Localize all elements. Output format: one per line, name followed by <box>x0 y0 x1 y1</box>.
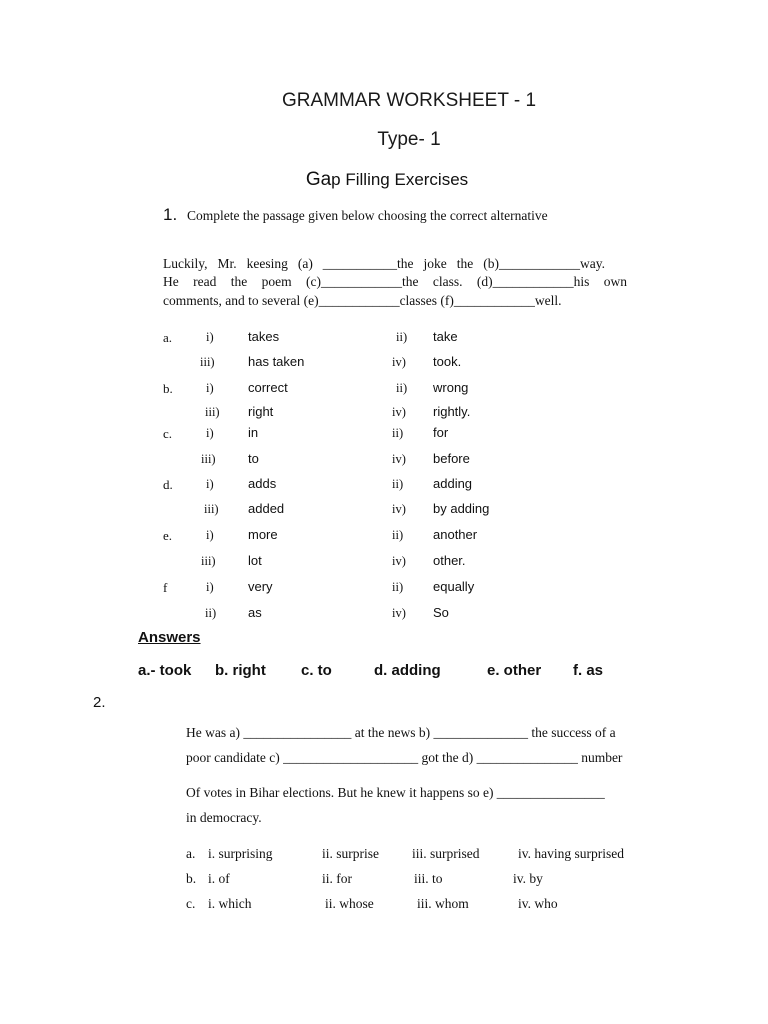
option-text: very <box>248 579 273 594</box>
option-text: as <box>248 605 262 620</box>
option-text: iii. whom <box>417 896 469 911</box>
option-text: took. <box>433 354 462 369</box>
option-text: take <box>433 329 458 344</box>
subtitle-first-letters: Ga <box>305 169 332 190</box>
option-roman: iii) <box>200 355 215 369</box>
option-roman: ii) <box>392 580 404 594</box>
option-roman: iii) <box>204 502 219 516</box>
option-roman: i) <box>206 426 214 440</box>
option-text: has taken <box>248 354 305 369</box>
option-letter: c. <box>186 896 196 911</box>
option-text: correct <box>248 380 288 395</box>
option-roman: i) <box>206 528 214 542</box>
option-text: adds <box>248 476 277 491</box>
option-roman: ii) <box>392 528 404 542</box>
option-letter: a. <box>186 846 196 861</box>
option-roman: i) <box>206 381 214 395</box>
option-roman: iv) <box>392 502 406 516</box>
passage-line: He was a) ________________ at the news b) ______________ the success of a <box>186 725 616 740</box>
passage-line: comments, and to several (e)____________classes (f)____________well. <box>163 293 562 308</box>
answers-heading: Answers <box>138 629 201 646</box>
option-text: ii. surprise <box>322 846 379 861</box>
passage-line: Of votes in Bihar elections. But he knew it happens so e) ________________ <box>186 785 605 800</box>
option-text: ii. for <box>322 871 352 886</box>
option-text: lot <box>248 553 262 568</box>
option-text: iv. who <box>518 896 558 911</box>
option-text: other. <box>433 553 466 568</box>
option-text: i. surprising <box>208 846 273 861</box>
option-text: to <box>248 451 259 466</box>
answer-item: e. other <box>487 662 542 679</box>
section-subtitle <box>0 169 768 191</box>
option-roman: iii) <box>201 554 216 568</box>
option-roman: ii) <box>392 477 404 491</box>
option-text: takes <box>248 329 280 344</box>
option-roman: iv) <box>392 405 406 419</box>
option-text: another <box>433 527 478 542</box>
worksheet-title: GRAMMAR WORKSHEET - 1 <box>281 90 537 111</box>
option-letter: a. <box>163 330 173 345</box>
option-roman: ii) <box>396 330 408 344</box>
option-text: rightly. <box>433 404 471 419</box>
passage-line: He read the poem (c)____________the class. (d)____________his own <box>163 274 627 289</box>
option-text: equally <box>433 579 475 594</box>
option-letter: c. <box>163 426 173 441</box>
option-text: iv. having surprised <box>518 846 624 861</box>
option-roman: ii) <box>205 606 217 620</box>
question-1-instruction: Complete the passage given below choosing the correct alternative <box>187 208 548 223</box>
option-text: iv. by <box>513 871 543 886</box>
passage-line: Luckily, Mr. keesing (a) ___________the joke the (b)____________way. <box>163 256 605 271</box>
type-heading: Type- 1 <box>377 129 441 150</box>
answer-item: c. to <box>301 662 332 679</box>
option-roman: iii) <box>205 405 220 419</box>
option-letter: b. <box>186 871 197 886</box>
option-text: by adding <box>433 501 490 516</box>
answer-item: a.- took <box>138 662 192 679</box>
option-text: in <box>248 425 259 440</box>
option-text: for <box>433 425 449 440</box>
option-roman: ii) <box>396 381 408 395</box>
option-roman: iii) <box>201 452 216 466</box>
option-roman: i) <box>206 580 214 594</box>
option-roman: ii) <box>392 426 404 440</box>
passage-line: in democracy. <box>186 810 262 825</box>
subtitle-rest: p Filling Exercises <box>331 170 469 189</box>
option-letter: f <box>163 580 168 595</box>
option-text: ii. whose <box>325 896 374 911</box>
option-letter: e. <box>163 528 173 543</box>
option-text: wrong <box>433 380 469 395</box>
option-roman: iv) <box>392 452 406 466</box>
option-text: So <box>433 605 449 620</box>
option-roman: iv) <box>392 606 406 620</box>
option-letter: b. <box>163 381 173 396</box>
option-text: iii. surprised <box>412 846 480 861</box>
answer-item: b. right <box>215 662 266 679</box>
option-text: i. of <box>208 871 230 886</box>
option-roman: iv) <box>392 554 406 568</box>
option-text: right <box>248 404 274 419</box>
passage-line: poor candidate c) ____________________ got the d) _______________ number <box>186 750 623 765</box>
option-text: more <box>248 527 278 542</box>
option-roman: i) <box>206 477 214 491</box>
answer-item: d. adding <box>374 662 441 679</box>
option-text: before <box>433 451 470 466</box>
option-text: adding <box>433 476 473 491</box>
option-roman: i) <box>206 330 214 344</box>
option-roman: iv) <box>392 355 406 369</box>
question-number-2: 2. <box>93 694 106 711</box>
option-text: iii. to <box>414 871 443 886</box>
answer-item: f. as <box>573 662 604 679</box>
option-text: added <box>248 501 285 516</box>
option-letter: d. <box>163 477 173 492</box>
question-number-1: 1. <box>163 205 178 224</box>
option-text: i. which <box>208 896 252 911</box>
